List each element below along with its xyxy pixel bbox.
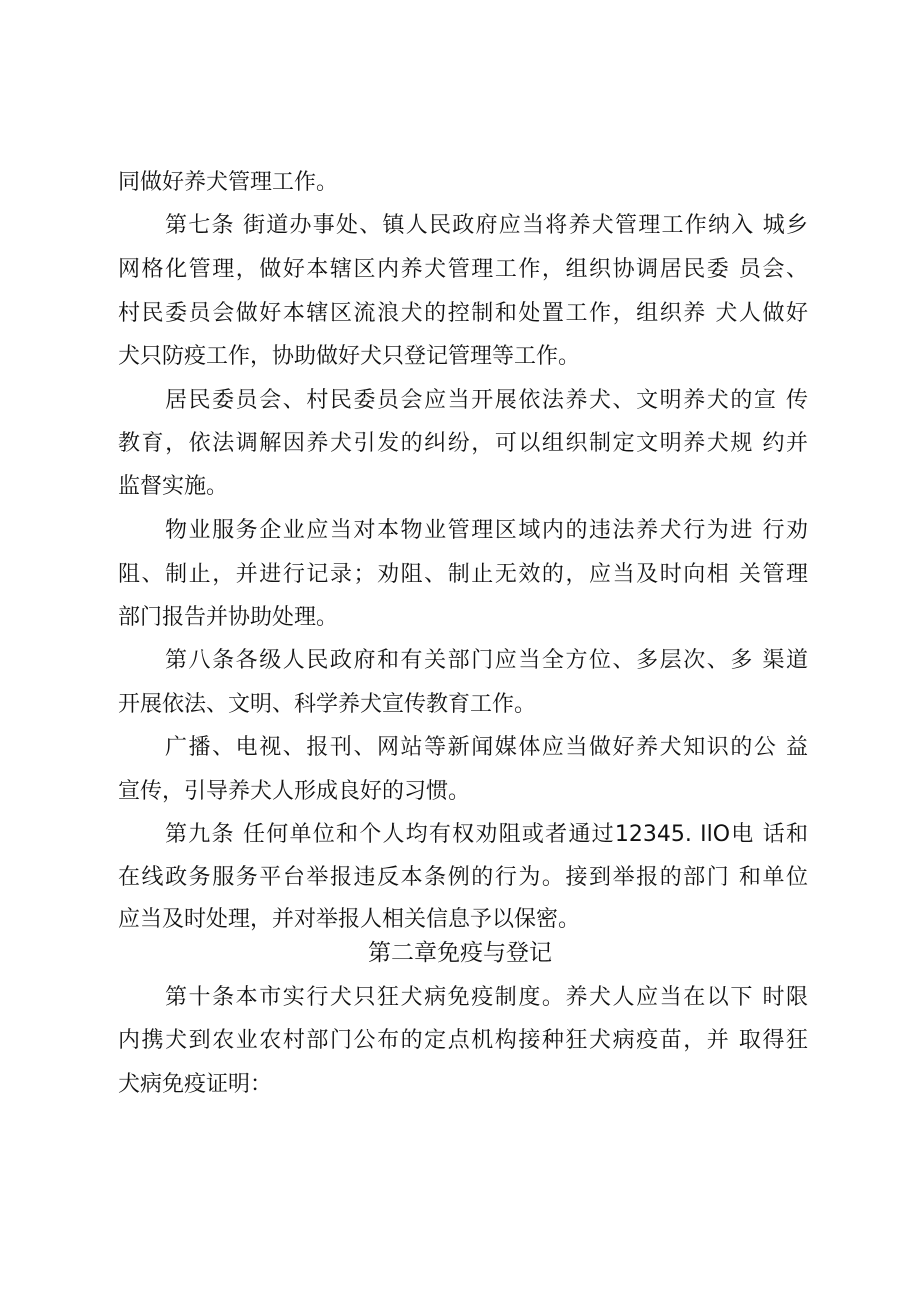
text-line: 宣传，引导养犬人形成良好的习惯。 — [118, 779, 471, 804]
text-line: 物业服务企业应当对本物业管理区域内的违法养犬行为进 行劝 — [165, 518, 808, 543]
text-line-article-8: 第八条各级人民政府和有关部门应当全方位、多层次、多 渠道 — [165, 648, 808, 673]
text-line: 监督实施。 — [118, 474, 229, 499]
text-line-article-10: 第十条本市实行犬只狂犬病免疫制度。养犬人应当在以下 时限 — [165, 985, 808, 1010]
text-line: 犬病免疫证明： — [118, 1072, 273, 1097]
text-line: 犬只防疫工作，协助做好犬只登记管理等工作。 — [118, 344, 581, 369]
text-line: 同做好养犬管理工作。 — [118, 170, 339, 195]
text-line: 部门报告并协助处理。 — [118, 605, 339, 630]
text-line: 开展依法、文明、科学养犬宣传教育工作。 — [118, 692, 537, 717]
text-line: 应当及时处理，并对举报人相关信息予以保密。 — [118, 907, 581, 932]
text-line: 阻、制止，并进行记录；劝阻、制止无效的，应当及时向相 关管理 — [118, 562, 808, 587]
text-line: 广播、电视、报刊、网站等新闻媒体应当做好养犬知识的公 益 — [165, 735, 808, 760]
text-line: 内携犬到农业农村部门公布的定点机构接种狂犬病疫苗，并 取得狂 — [118, 1028, 808, 1053]
text-line-article-7: 第七条 街道办事处、镇人民政府应当将养犬管理工作纳入 城乡 — [165, 213, 808, 238]
text-line: 居民委员会、村民委员会应当开展依法养犬、文明养犬的宣 传 — [165, 388, 808, 413]
text-line: 教育，依法调解因养犬引发的纠纷，可以组织制定文明养犬规 约并 — [118, 431, 808, 456]
text-line-article-9: 第九条 任何单位和个人均有权劝阻或者通过12345. IlO电 话和 — [165, 822, 808, 847]
chapter-heading: 第二章免疫与登记 — [368, 940, 552, 966]
text-line: 在线政务服务平台举报违反本条例的行为。接到举报的部门 和单位 — [118, 865, 808, 890]
text-line: 村民委员会做好本辖区流浪犬的控制和处置工作，组织养 犬人做好 — [118, 301, 808, 326]
text-line: 网格化管理，做好本辖区内养犬管理工作，组织协调居民委 员会、 — [118, 257, 808, 282]
